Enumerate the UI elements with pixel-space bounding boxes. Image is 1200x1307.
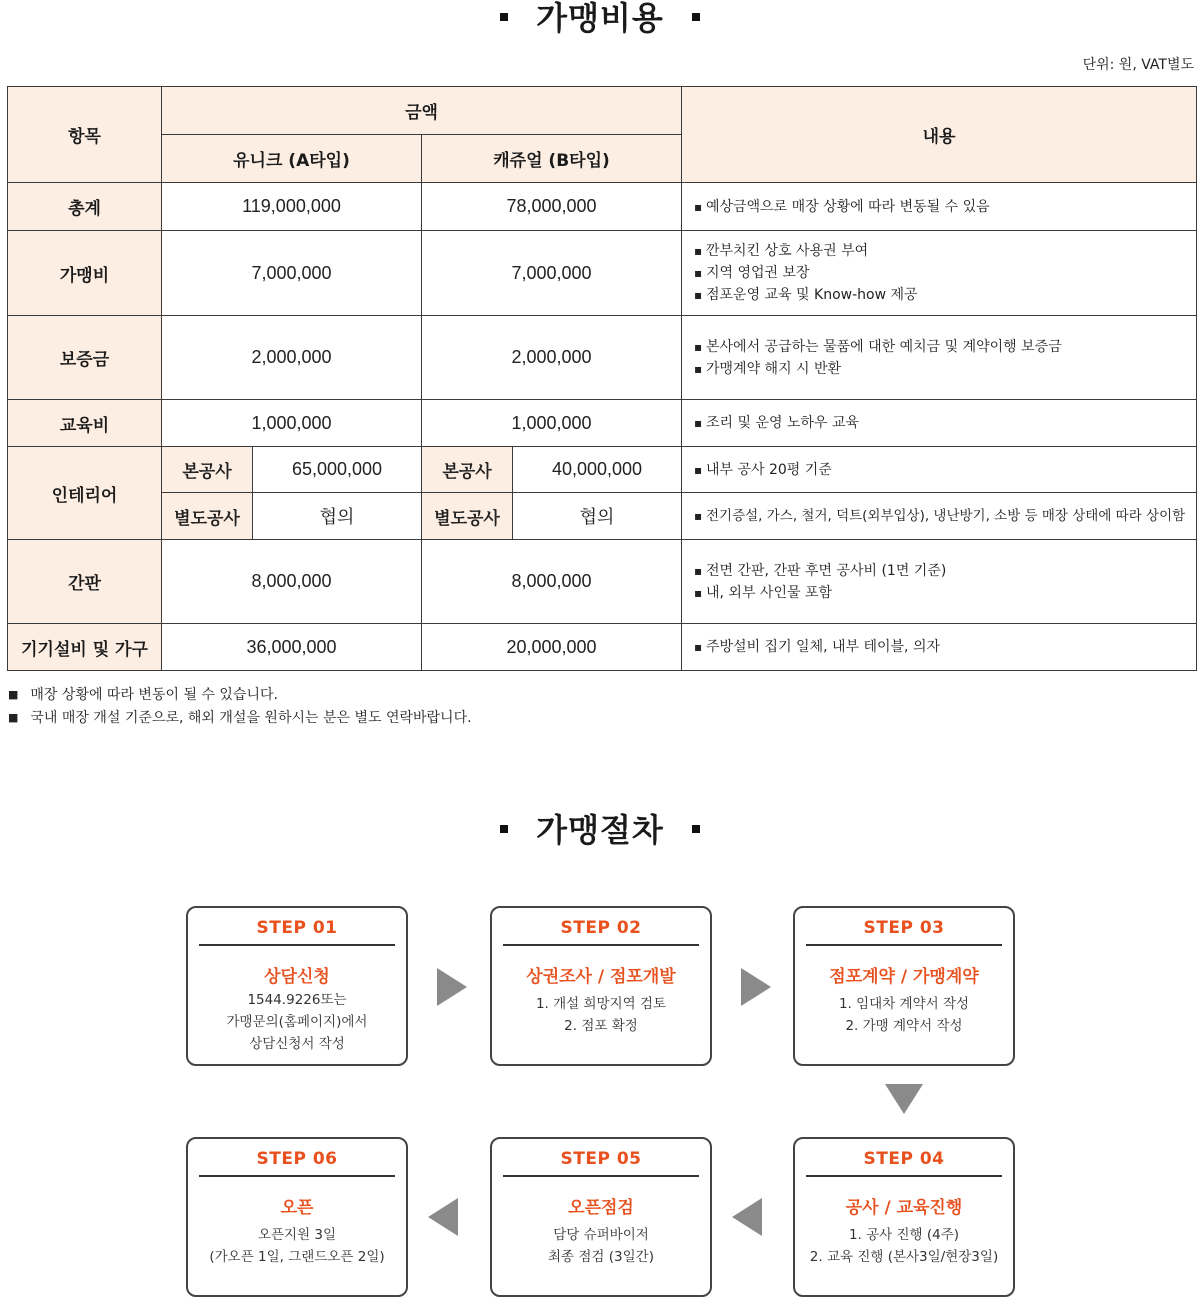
row-label: 기기설비 및 가구 — [8, 624, 162, 671]
row-label: 가맹비 — [8, 231, 162, 316]
arrow-right-icon — [741, 968, 771, 1006]
fee-section-title: 가맹비용 — [0, 0, 1200, 38]
table-row-signboard — [8, 540, 1197, 624]
row-label: 총계 — [8, 183, 162, 231]
step-line: 1. 공사 진행 (4주) — [848, 1227, 960, 1243]
step-title: 점포계약 / 가맹계약 — [829, 967, 979, 987]
step-divider — [503, 944, 699, 946]
value-type-a: 협의 — [253, 493, 422, 540]
step-title: 공사 / 교육진행 — [845, 1198, 963, 1218]
sub-label-main-construction: 본공사 — [162, 447, 253, 493]
arrow-left-icon — [732, 1198, 762, 1236]
value-type-a: 65,000,000 — [253, 447, 422, 493]
step-divider — [806, 1175, 1002, 1177]
step-line: 1. 임대차 계약서 작성 — [838, 996, 970, 1012]
value-type-a: 1,000,000 — [162, 400, 422, 447]
step-card-06 — [186, 1137, 408, 1297]
arrow-left-icon — [428, 1198, 458, 1236]
step-line: 1544.9226또는 — [247, 992, 347, 1008]
step-line: 최종 점검 (3일간) — [548, 1249, 654, 1265]
step-line: 2. 가맹 계약서 작성 — [845, 1018, 963, 1034]
step-body — [492, 993, 710, 1037]
step-body — [795, 1224, 1013, 1268]
bullet-square-icon — [692, 825, 700, 833]
process-section-title: 가맹절차 — [0, 810, 1200, 850]
step-card-01 — [186, 906, 408, 1066]
step-title: 오픈 — [280, 1198, 314, 1218]
row-description — [682, 183, 1197, 231]
value-type-b: 20,000,000 — [422, 624, 682, 671]
step-divider — [199, 1175, 395, 1177]
row-description — [682, 231, 1197, 316]
step-number: STEP 01 — [256, 918, 338, 938]
value-type-a: 2,000,000 — [162, 316, 422, 400]
description-line: ▪ 조리 및 운영 노하우 교육 — [694, 412, 1196, 434]
step-line: 담당 슈퍼바이저 — [553, 1227, 649, 1243]
value-type-a: 7,000,000 — [162, 231, 422, 316]
table-row-franchise-fee — [8, 231, 1197, 316]
table-row-interior-extra — [8, 493, 1197, 540]
step-title: 오픈점검 — [568, 1198, 634, 1218]
row-label: 간판 — [8, 540, 162, 624]
description-line: ▪ 전면 간판, 간판 후면 공사비 (1면 기준) — [694, 560, 1196, 582]
fee-notes — [8, 684, 472, 730]
table-row-interior-main — [8, 447, 1197, 493]
step-body — [188, 989, 406, 1055]
value-type-a: 119,000,000 — [162, 183, 422, 231]
step-card-03 — [793, 906, 1015, 1066]
step-line: 1. 개설 희망지역 검토 — [535, 996, 667, 1012]
header-amount: 금액 — [162, 87, 682, 135]
value-type-b: 78,000,000 — [422, 183, 682, 231]
step-line: 가맹문의(홈페이지)에서 — [226, 1014, 368, 1030]
step-number: STEP 02 — [560, 918, 642, 938]
row-label: 보증금 — [8, 316, 162, 400]
description-line: ▪ 본사에서 공급하는 물품에 대한 예치금 및 계약이행 보증금 — [694, 336, 1196, 358]
step-number: STEP 04 — [863, 1149, 945, 1169]
description-line: ▪ 내부 공사 20평 기준 — [694, 459, 1196, 481]
arrow-down-icon — [885, 1084, 923, 1114]
note-line: ■ 국내 매장 개설 기준으로, 해외 개설을 원하시는 분은 별도 연락바랍니다. — [8, 707, 472, 730]
value-type-b: 2,000,000 — [422, 316, 682, 400]
description-line: ▪ 가맹계약 해지 시 반환 — [694, 358, 1196, 380]
step-line: 2. 교육 진행 (본사3일/현장3일) — [809, 1249, 999, 1265]
step-card-04 — [793, 1137, 1015, 1297]
sub-label-extra-construction: 별도공사 — [422, 493, 513, 540]
step-number: STEP 06 — [256, 1149, 338, 1169]
description-line: ▪ 주방설비 집기 일체, 내부 테이블, 의자 — [694, 636, 1196, 658]
header-content: 내용 — [682, 87, 1197, 183]
description-line: ▪ 내, 외부 사인물 포함 — [694, 582, 1196, 604]
step-number: STEP 03 — [863, 918, 945, 938]
row-description — [682, 540, 1197, 624]
row-description — [682, 624, 1197, 671]
unit-note: 단위: 원, VAT별도 — [1082, 57, 1194, 73]
description-line: ▪ 전기증설, 가스, 철거, 덕트(외부입상), 냉난방기, 소방 등 매장 상태에 따라 상이함 — [694, 505, 1196, 527]
value-type-a: 8,000,000 — [162, 540, 422, 624]
value-type-b: 1,000,000 — [422, 400, 682, 447]
step-card-02 — [490, 906, 712, 1066]
row-label: 인테리어 — [8, 447, 162, 540]
description-line: ▪ 점포운영 교육 및 Know-how 제공 — [694, 284, 1196, 306]
value-type-b: 40,000,000 — [513, 447, 682, 493]
header-type-a: 유니크 (A타입) — [162, 135, 422, 183]
row-description — [682, 316, 1197, 400]
value-type-b: 8,000,000 — [422, 540, 682, 624]
description-line: ▪ 깐부치킨 상호 사용권 부여 — [694, 240, 1196, 262]
step-number: STEP 05 — [560, 1149, 642, 1169]
row-description — [682, 400, 1197, 447]
note-line: ■ 매장 상황에 따라 변동이 될 수 있습니다. — [8, 684, 472, 707]
value-type-a: 36,000,000 — [162, 624, 422, 671]
arrow-right-icon — [437, 968, 467, 1006]
row-description — [682, 447, 1197, 493]
step-body — [188, 1224, 406, 1268]
bullet-square-icon — [500, 825, 508, 833]
franchise-cost-table — [7, 86, 1197, 671]
table-row-equipment — [8, 624, 1197, 671]
step-line: (가오픈 1일, 그랜드오픈 2일) — [209, 1249, 385, 1265]
row-description — [682, 493, 1197, 540]
description-line: ▪ 지역 영업권 보장 — [694, 262, 1196, 284]
step-divider — [503, 1175, 699, 1177]
step-line: 상담신청서 작성 — [249, 1036, 345, 1052]
header-item: 항목 — [8, 87, 162, 183]
header-type-b: 캐쥬얼 (B타입) — [422, 135, 682, 183]
step-line: 오픈지원 3일 — [257, 1227, 337, 1243]
value-type-b: 협의 — [513, 493, 682, 540]
sub-label-extra-construction: 별도공사 — [162, 493, 253, 540]
row-label: 교육비 — [8, 400, 162, 447]
step-divider — [199, 944, 395, 946]
step-card-05 — [490, 1137, 712, 1297]
step-title: 상담신청 — [264, 967, 330, 987]
bullet-square-icon — [500, 13, 508, 21]
description-line: ▪ 예상금액으로 매장 상황에 따라 변동될 수 있음 — [694, 196, 1196, 218]
step-body — [492, 1224, 710, 1268]
table-row-deposit — [8, 316, 1197, 400]
bullet-square-icon — [692, 13, 700, 21]
step-title: 상권조사 / 점포개발 — [526, 967, 676, 987]
value-type-b: 7,000,000 — [422, 231, 682, 316]
sub-label-main-construction: 본공사 — [422, 447, 513, 493]
table-row-education — [8, 400, 1197, 447]
step-line: 2. 점포 확정 — [564, 1018, 638, 1034]
step-body — [795, 993, 1013, 1037]
step-divider — [806, 944, 1002, 946]
table-row-total — [8, 183, 1197, 231]
